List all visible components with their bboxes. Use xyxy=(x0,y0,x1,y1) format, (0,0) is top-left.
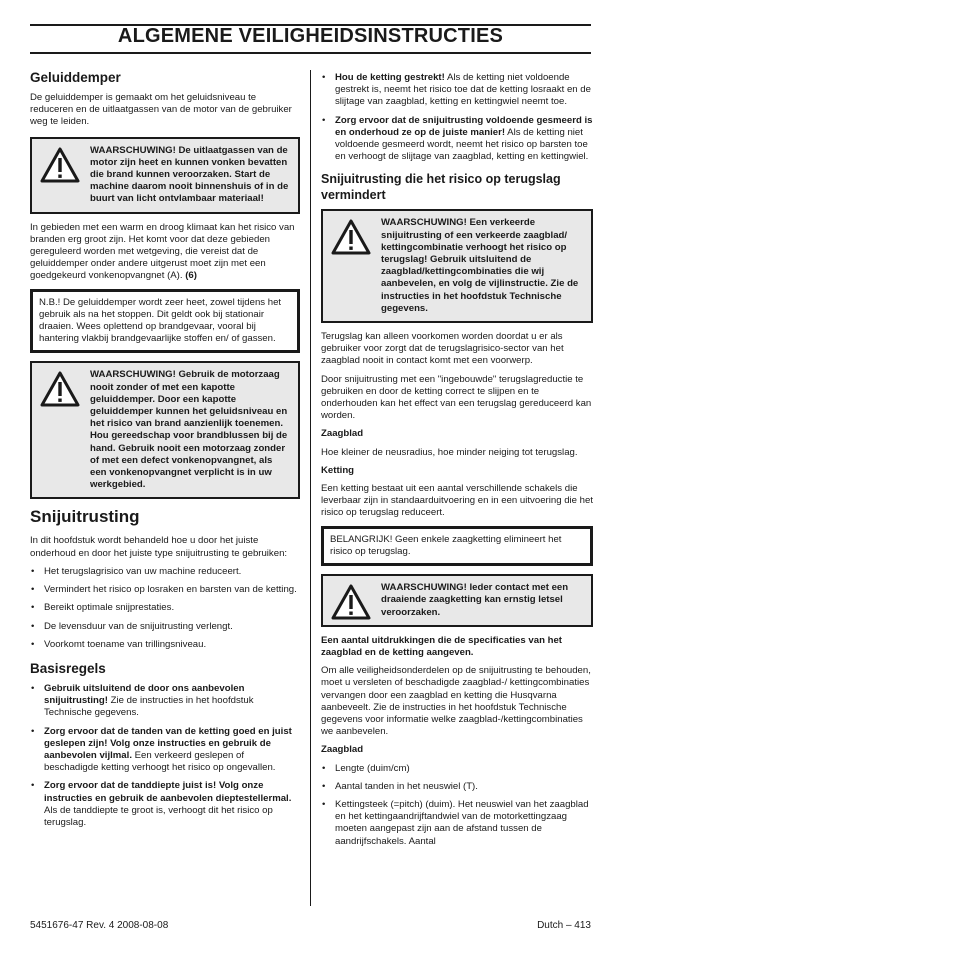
bullet-list xyxy=(30,683,300,829)
warning-triangle-icon xyxy=(40,147,80,183)
column-divider xyxy=(310,70,311,906)
list-item: • Gebruik uitsluitend de door ons aanbevolen snijuitrusting! Zie de instructies in het hoofdstuk Technische gegevens. xyxy=(30,683,300,720)
warning-box xyxy=(30,361,300,499)
list-item: • Vermindert het risico op losraken en barsten van de ketting. xyxy=(30,584,300,596)
paragraph: In gebieden met een warm en droog klimaat kan het risico van branden erg groot zijn. Het komt voor dat deze gebieden gereguleerd worden met wetgeving, die vereist dat de geluiddemper onder andere uitgerust moet zijn met een goedgekeurd vonkenopvangnet (A). (6) xyxy=(30,221,295,282)
paragraph: Terugslag kan alleen voorkomen worden doordat u er als gebruiker voor zorgt dat de terugslagrisico-sector van het zaagblad nooit in contact komt met een voorwerp. xyxy=(321,331,564,367)
page-title: ALGEMENE VEILIGHEIDSINSTRUCTIES xyxy=(117,25,504,47)
footer-doc-id: 5451676-47 Rev. 4 2008-08-08 xyxy=(30,920,169,931)
warning-text: WAARSCHUWING! Ieder contact met een draaiende zaagketting kan ernstig letsel veroorzaken. xyxy=(381,582,569,618)
list-item: • Lengte (duim/cm) xyxy=(321,763,593,775)
left-column xyxy=(30,70,300,835)
note-text: N.B.! De geluiddemper wordt zeer heet, zowel tijdens het gebruik als na het stoppen. Dit geldt ook bij stationair draaien. Wees oplettend op brandgevaar, vooral bij hantering vlakbij brandgevaarlijke stoffen en/ of gassen. xyxy=(39,296,282,345)
warning-box xyxy=(321,209,593,323)
list-item: • Kettingsteek (=pitch) (duim). Het neuswiel van het zaagblad en het kettingaandrijftandwiel van de motorkettingzaag moeten aangepast zijn aan de afstand tussen de aandrijfschakels. Aantal xyxy=(321,799,593,848)
list-item: • Zorg ervoor dat de tanden van de ketting goed en juist geslepen zijn! Volg onze instructies en gebruik de aanbevolen vijlmal. Een verkeerd geslepen of beschadigde ketting verhoogt het risico op ongevallen. xyxy=(30,726,300,775)
heading-snijuitrusting: Snijuitrusting xyxy=(30,507,140,527)
list-item: • Het terugslagrisico van uw machine reduceert. xyxy=(30,566,300,578)
warning-triangle-icon xyxy=(40,371,80,407)
right-column xyxy=(321,72,593,854)
subheading-ketting: Ketting xyxy=(321,464,355,476)
paragraph: Een ketting bestaat uit een aantal verschillende schakels die leverbaar zijn in standaarduitvoering en in een uitvoering die het risico op terugslag reduceert. xyxy=(321,483,593,519)
paragraph: In dit hoofdstuk wordt behandeld hoe u door het juiste onderhoud en door het juiste type snijuitrusting te gebruiken: xyxy=(30,535,288,559)
warning-box xyxy=(30,137,300,214)
note-text: BELANGRIJK! Geen enkele zaagketting elimineert het risico op terugslag. xyxy=(330,533,562,557)
subheading-zaagblad: Zaagblad xyxy=(321,744,364,756)
paragraph: Hoe kleiner de neusradius, hoe minder neiging tot terugslag. xyxy=(321,446,578,458)
header-rule-bottom xyxy=(30,52,591,54)
warning-text: WAARSCHUWING! Gebruik de motorzaag nooit zonder of met een kapotte geluiddemper. Door een kapotte geluiddemper kunnen het geluidsniveau en het risico van brand aanzienlijk toenemen. Hou gereedschap voor brandblussen bij de hand. Gebruik nooit een motorzaag zonder of met een defect vonkenopvangnet, als een vonkenopvangnet verplicht is in uw werkgebied. xyxy=(90,369,288,491)
list-item: • Aantal tanden in het neuswiel (T). xyxy=(321,781,593,793)
paragraph: Om alle veiligheidsonderdelen op de snijuitrusting te behouden, moet u versleten of beschadigde zaagblad-/ kettingcombinaties vervangen door een zaagblad en ketting die Husqvarna aanbeveelt. Zie de instructies in het hoofdstuk Technische gegevens voor informatie welke zaagblad-/kettingcombinaties we aanbevelen. xyxy=(321,665,591,738)
note-box xyxy=(321,526,593,566)
paragraph: Een aantal uitdrukkingen die de specificaties van het zaagblad en de ketting aangeven. xyxy=(321,634,562,658)
subheading-zaagblad: Zaagblad xyxy=(321,428,364,440)
list-item: • Hou de ketting gestrekt! Als de ketting niet voldoende gestrekt is, neemt het risico toe dat de ketting losraakt en de slijtage van zaagblad, ketting en kettingwiel neemt toe. xyxy=(321,72,593,109)
heading-basisregels: Basisregels xyxy=(30,660,106,676)
warning-triangle-icon xyxy=(331,584,371,620)
warning-triangle-icon xyxy=(331,219,371,255)
note-box xyxy=(30,289,300,354)
heading-risk-reduction: Snijuitrusting die het risico op terugslag vermindert xyxy=(321,172,561,203)
heading-geluiddemper: Geluiddemper xyxy=(30,70,121,85)
warning-text: WAARSCHUWING! De uitlaatgassen van de motor zijn heet en kunnen vonken bevatten die brand kunnen veroorzaken. Start de machine daarom nooit binnenshuis of in de buurt van licht ontvlambaar materiaal! xyxy=(90,144,289,205)
list-item: • Voorkomt toename van trillingsniveau. xyxy=(30,639,300,651)
list-item: • Bereikt optimale snijprestaties. xyxy=(30,602,300,614)
footer-page-number: Dutch – 413 xyxy=(537,920,591,931)
list-item: • Zorg ervoor dat de tanddiepte juist is! Volg onze instructies en gebruik de aanbevolen dieptestellermal. Als de tanddiepte te groot is, verhoogt dit het risico op terugslag. xyxy=(30,780,300,829)
paragraph: Door snijuitrusting met een "ingebouwde" terugslagreductie te gebruiken en door de ketting correct te slijpen en te onderhouden kan het effect van een terugslag gereduceerd kan worden. xyxy=(321,373,592,422)
warning-box xyxy=(321,574,593,627)
bullet-list xyxy=(321,763,593,848)
bullet-list xyxy=(30,566,300,651)
bullet-list xyxy=(321,72,593,163)
list-item: • De levensduur van de snijuitrusting verlengt. xyxy=(30,621,300,633)
paragraph: De geluiddemper is gemaakt om het geluidsniveau te reduceren en de uitlaatgassen van de motor van de gebruiker weg te leiden. xyxy=(30,92,292,128)
list-item: • Zorg ervoor dat de snijuitrusting voldoende gesmeerd is en onderhoud ze op de juiste manier! Als de ketting niet voldoende gesmeerd wordt, neemt het risico op barsten toe en verhoogt de slijtage van zaagblad, ketting en kettingwiel. xyxy=(321,115,593,164)
warning-text: WAARSCHUWING! Een verkeerde snijuitrusting of een verkeerde zaagblad/ kettingcombinatie verhoogt het risico op terugslag! Gebruik uitsluitend de zaagblad/kettingcombinaties die wij aanbevelen, en volg de vijlinstructie. Zie de instructies in het hoofdstuk Technische gegevens. xyxy=(381,217,579,314)
